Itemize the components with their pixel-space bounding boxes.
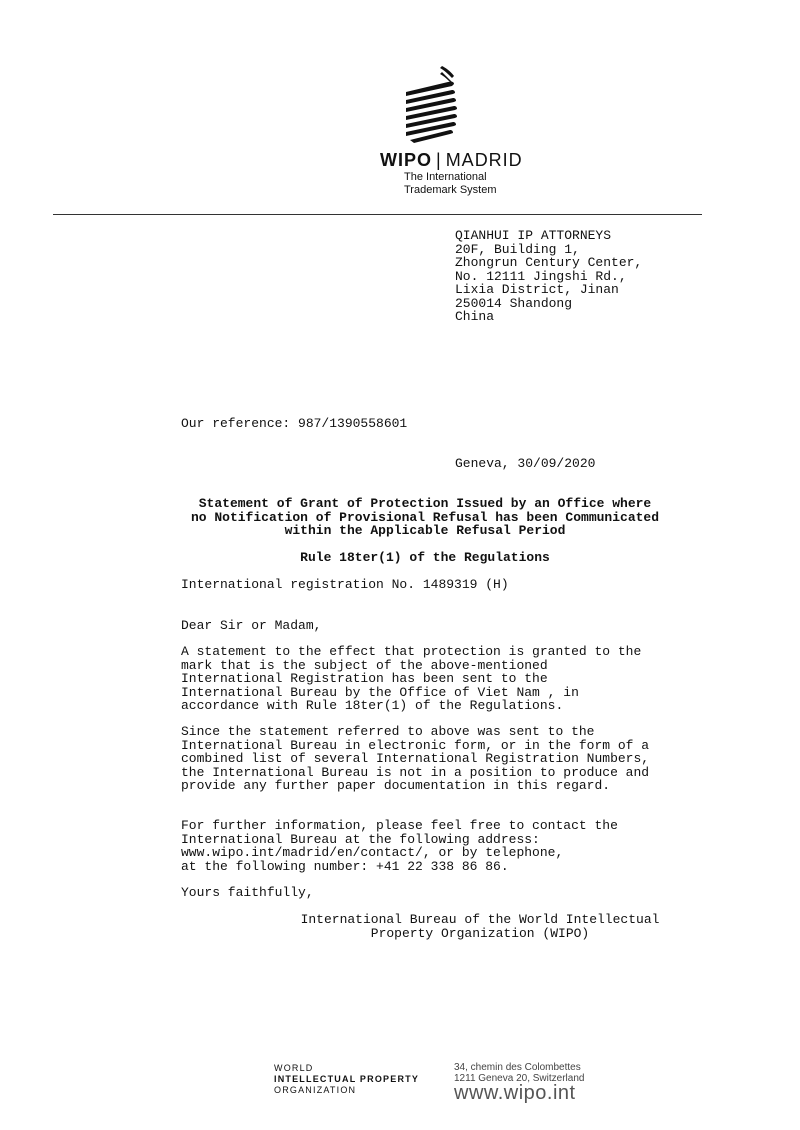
footer-address-line: 34, chemin des Colombettes: [454, 1062, 581, 1073]
addressee-line: Zhongrun Century Center,: [455, 255, 643, 270]
paragraph-line: mark that is the subject of the above-mentioned: [181, 657, 548, 673]
registration-number: International registration No. 1489319 (H): [181, 577, 509, 592]
salutation: Dear Sir or Madam,: [181, 618, 322, 633]
paragraph-line: www.wipo.int/madrid/en/contact/, or by telephone,: [181, 845, 564, 860]
footer-address-line: 1211 Geneva 20, Switzerland: [454, 1073, 585, 1084]
paragraph-line: provide any further paper documentation in this regard.: [181, 778, 611, 793]
paragraph-line: International Bureau by the Office of Viet Nam , in: [181, 684, 579, 700]
footer-address: [454, 1062, 584, 1084]
header-divider: [53, 214, 702, 215]
tagline-line: Trademark System: [404, 184, 497, 196]
brand-name: [380, 150, 523, 171]
addressee-line: 20F, Building 1,: [455, 241, 580, 257]
paragraph-line: at the following number: +41 22 338 86 86.: [181, 858, 509, 874]
brand-wipo: WIPO: [380, 150, 432, 170]
our-reference: Our reference: 987/1390558601: [181, 416, 408, 431]
addressee-line: QIANHUI IP ATTORNEYS: [455, 228, 612, 243]
title-line: Statement of Grant of Protection Issued by an Office where: [198, 496, 652, 511]
signature-line: International Bureau of the World Intellectual: [300, 912, 660, 927]
addressee-line: 250014 Shandong: [455, 295, 573, 311]
brand-madrid: MADRID: [445, 150, 523, 170]
closing: Yours faithfully,: [181, 885, 314, 900]
paragraph-1: [181, 645, 641, 713]
paragraph-line: International Bureau at the following address:: [181, 831, 540, 847]
footer-website[interactable]: www.wipo.int: [454, 1082, 576, 1104]
paragraph-line: A statement to the effect that protection is granted to the: [181, 644, 642, 659]
tagline-line: The International: [404, 171, 487, 183]
footer-org-line: WORLD: [274, 1063, 314, 1073]
paragraph-line: accordance with Rule 18ter(1) of the Regulations.: [181, 698, 564, 713]
document-title: [150, 497, 700, 538]
paragraph-2: [181, 725, 649, 793]
paragraph-line: the International Bureau is not in a position to produce and: [181, 764, 650, 780]
paragraph-3: [181, 819, 618, 873]
signature-block: [280, 913, 680, 940]
wipo-logo: [380, 62, 550, 202]
footer-organization: [274, 1063, 419, 1096]
paragraph-line: International Bureau in electronic form, or in the form of a: [181, 737, 650, 753]
paragraph-line: Since the statement referred to above was sent to the: [181, 724, 595, 739]
paragraph-line: combined list of several International Registration Numbers,: [181, 751, 650, 766]
footer-org-line: ORGANIZATION: [274, 1085, 357, 1095]
addressee-line: Lixia District, Jinan: [455, 282, 619, 297]
addressee-line: No. 12111 Jingshi Rd.,: [455, 268, 627, 284]
addressee-line: China: [455, 309, 495, 324]
paragraph-line: For further information, please feel free to contact the: [181, 818, 618, 833]
addressee-block: [455, 229, 642, 324]
footer-org-line: INTELLECTUAL PROPERTY: [274, 1074, 420, 1084]
paragraph-line: International Registration has been sent to the: [181, 671, 548, 686]
brand-tagline: [404, 171, 497, 197]
signature-line: Property Organization (WIPO): [370, 925, 590, 941]
wipo-globe-icon: [402, 62, 462, 148]
title-line: within the Applicable Refusal Period: [284, 523, 566, 538]
place-date: Geneva, 30/09/2020: [455, 456, 596, 471]
title-line: no Notification of Provisional Refusal has been Communicated: [190, 509, 660, 525]
brand-separator: |: [436, 150, 442, 170]
rule-reference: Rule 18ter(1) of the Regulations: [300, 550, 550, 565]
